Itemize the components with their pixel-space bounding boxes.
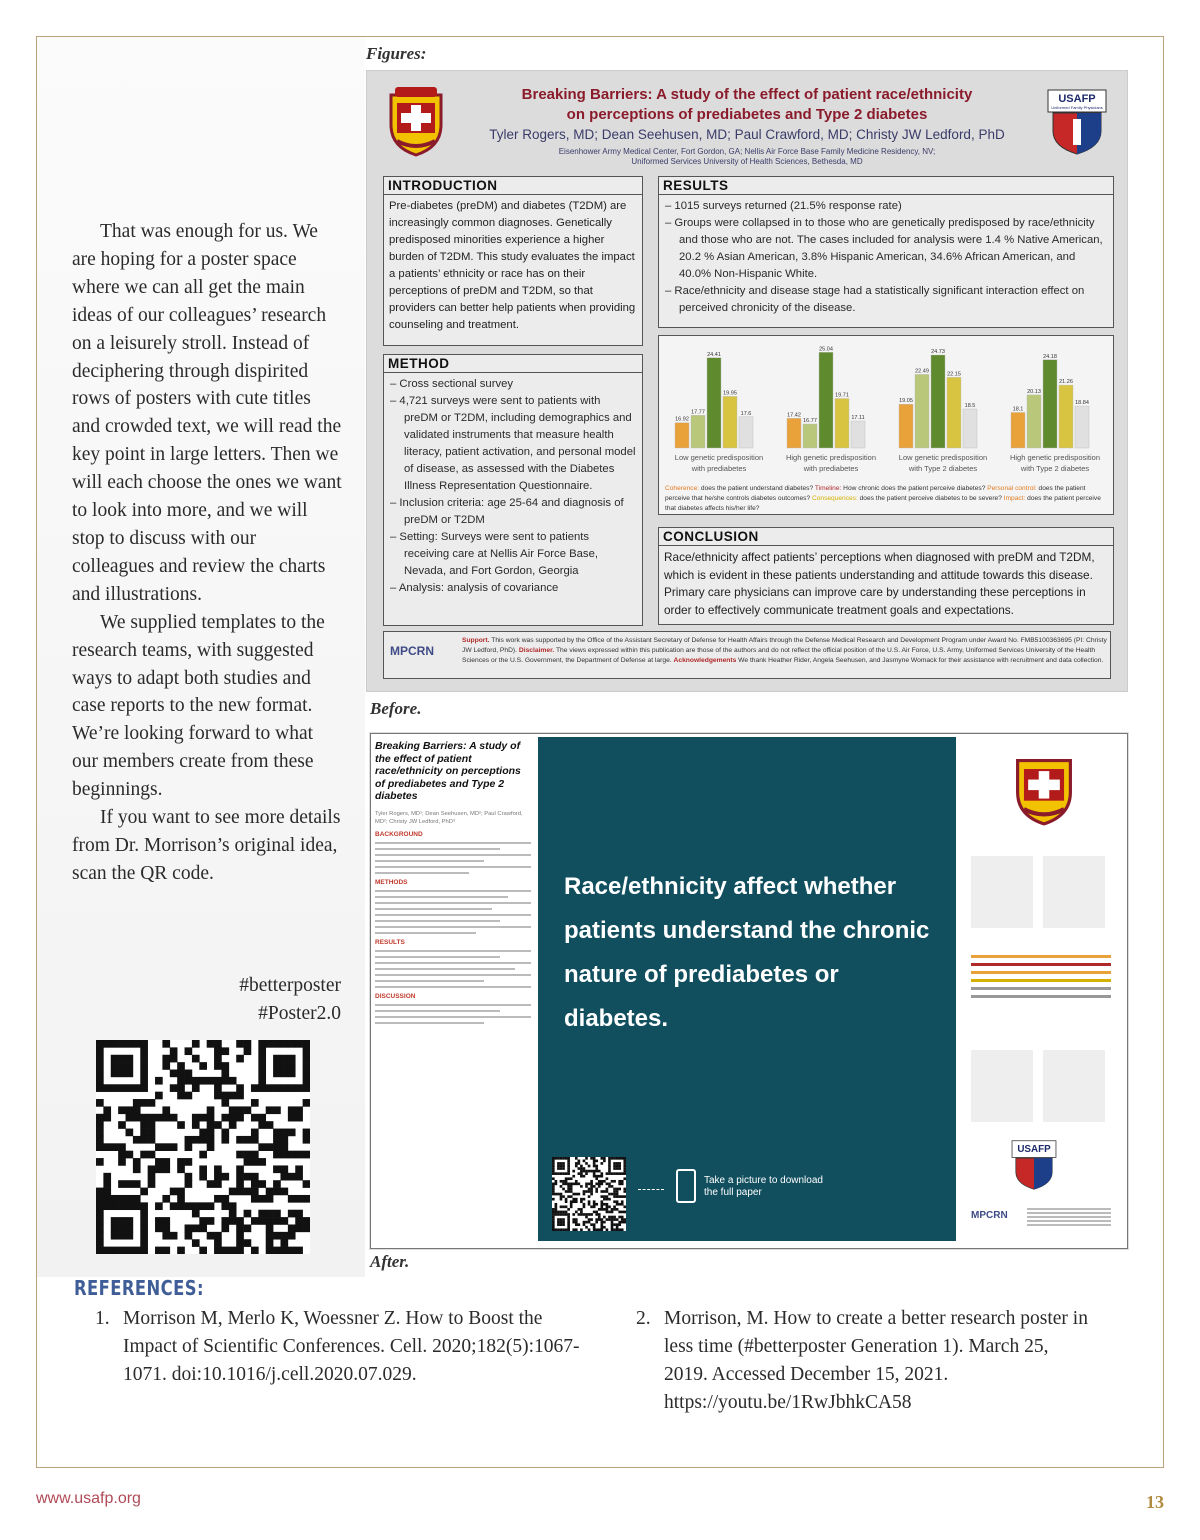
- usafp-shield-icon: [1047, 89, 1107, 159]
- section-heading: METHODS: [375, 879, 408, 887]
- chart-bar: [707, 358, 721, 448]
- chart-data-label: 16.92: [675, 416, 689, 423]
- mpcrn-logo: MPCRN: [390, 644, 434, 658]
- list-item: – Inclusion criteria: age 25-64 and diagnosis of preDM or T2DM: [390, 495, 637, 529]
- key-message: Race/ethnicity affect whether patients understand the chronic nature of prediabetes or diabetes.: [564, 873, 930, 1032]
- chart-bar: [1075, 406, 1089, 448]
- chart-bar: [723, 396, 737, 448]
- chart-data-label: 22.15: [947, 371, 961, 378]
- chart-bar: [1027, 395, 1041, 448]
- paragraph-2: We supplied templates to the research teams, with suggested ways to adapt both studies and case reports to the new format. We’re looking forward to what our members create from these beginnings.: [72, 611, 325, 801]
- hashtag: #betterposter: [239, 975, 341, 996]
- caption-before: Before.: [370, 699, 422, 718]
- chart-data-label: 24.18: [1043, 353, 1057, 360]
- chart-bar: [1011, 412, 1025, 448]
- chart-data-label: 21.26: [1059, 379, 1073, 386]
- usafp-shield-icon: [1011, 1140, 1057, 1190]
- footer-url[interactable]: www.usafp.org: [36, 1490, 141, 1507]
- paragraph-3: If you want to see more details from Dr. Morrison’s original idea, scan the QR code.: [72, 807, 341, 884]
- section-heading: RESULTS: [375, 939, 405, 947]
- chart-bar: [787, 418, 801, 448]
- chart-bar: [915, 374, 929, 448]
- chart-bar: [1059, 385, 1073, 448]
- paragraph-1: That was enough for us. We are hoping for a poster space where we can all get the main ideas of our colleagues’ research on a leisurely stroll. Instead of deciphering through dispirited rows of posters with cute titles and crowded text, we will read the key point in large letters. Then we will each choose the ones we want to look into more, and we will stop to discuss with our colleagues and review the charts and illustrations.: [72, 221, 342, 605]
- chart-bar: [835, 399, 849, 448]
- chart-data-label: 17.42: [787, 412, 801, 419]
- support-text: Support. This work was supported by the Office of the Assistant Secretary of Defense for Health Affairs through the Defense Medical Research and Development Program under Award No. FMB5100363695 (PI: Christy JW Ledford, PhD). Disclaimer. The views expressed within this publication are those of the authors and do not reflect the official position of the U.S. Air Force, U.S. Army, Uniformed Services University of the Health Sciences or the U.S. Government, the Department of Defense at large. Acknowledgements We thank Heather Rider, Angela Seehusen, and Jasmyne Womack for their assistance with recruitment and data collection.: [462, 637, 1107, 664]
- mini-chart-thumbnail: [971, 856, 1033, 928]
- list-item: – Cross sectional survey: [390, 376, 637, 393]
- chart-data-label: 18.5: [964, 403, 976, 409]
- mpcrn-logo: MPCRN: [971, 1210, 1008, 1221]
- mini-legend: [971, 950, 1111, 1036]
- chart-bar: [931, 355, 945, 448]
- army-medical-crest-icon: [387, 85, 445, 161]
- poster-title: Breaking Barriers: A study of the effect of patient race/ethnicity on perceptions of prediabetes and Type 2 diabetes: [521, 86, 973, 123]
- reference-item: 2. Morrison, M. How to create a better research poster in less time (#betterposter Generation 1). March 25, 2019. Accessed December 15, 2021. https://youtu.be/1RwJbhkCA58: [636, 1308, 1088, 1413]
- poster-after-left-column: [375, 740, 531, 1240]
- poster-after-authors: Tyler Rogers, MD¹; Dean Seehusen, MD²; Paul Crawford, MD²; Christy JW Ledford, PhD³: [375, 810, 523, 825]
- chart-bar: [739, 417, 753, 448]
- chart-category-label: Low genetic predisposition: [674, 453, 764, 462]
- mini-chart-thumbnail: [1043, 1050, 1105, 1122]
- take-picture-text: Take a picture to download the full paper: [704, 1175, 823, 1198]
- chart-bar: [691, 415, 705, 448]
- chart-data-label: 19.05: [899, 398, 913, 405]
- chart-data-label: 24.41: [707, 351, 721, 358]
- mini-chart-thumbnail: [1043, 856, 1105, 928]
- introduction-box: INTRODUCTION Pre-diabetes (preDM) and diabetes (T2DM) are increasingly common diagnoses. Genetically predisposed minorities experience a higher burden of T2DM. This study evaluates the impact a patients’ ethnicity or race has on their perceptions of preDM and T2DM, so that providers can better help patients when providing counseling and treatment.: [383, 176, 643, 346]
- poster-before: [366, 70, 1128, 692]
- chart-data-label: 18.1: [1012, 406, 1024, 413]
- chart-data-label: 17.11: [851, 415, 865, 422]
- chart-data-label: 17.77: [691, 409, 705, 416]
- chart-bar: [963, 409, 977, 448]
- list-item: – Groups were collapsed in to those who are genetically predisposed by race/ethnicity and those who are not. The cases included for analysis were 1.4 % Native American, 20.2 % Asian American, 3.8% Hispanic American, 34.6% African American, and 40.0% Non-Hispanic White.: [665, 215, 1108, 283]
- chart-category-label: Low genetic predisposition: [898, 453, 988, 462]
- chart-category-label: with Type 2 diabetes: [908, 464, 978, 473]
- support-text-lines: [1027, 1206, 1111, 1228]
- poster-affiliations: Eisenhower Army Medical Center, Fort Gordon, GA; Nellis Air Force Base Family Medicine Residency, NV; Uniformed Services University of Health Sciences, Bethesda, MD: [558, 147, 936, 166]
- hashtag: #Poster2.0: [258, 1003, 341, 1024]
- chart-data-label: 16.77: [803, 417, 817, 424]
- list-item: – 1015 surveys returned (21.5% response rate): [665, 198, 1108, 215]
- chart-data-label: 19.95: [723, 390, 737, 397]
- chart-data-label: 22.49: [915, 368, 929, 375]
- chart-data-label: 25.04: [819, 346, 833, 353]
- chart-bar: [675, 423, 689, 448]
- caption-figures: Figures:: [366, 44, 427, 63]
- list-item: – Setting: Surveys were sent to patients receiving care at Nellis Air Force Base, Nevada, and Fort Gordon, Georgia: [390, 529, 637, 580]
- chart-data-label: 17.6: [740, 410, 752, 417]
- poster-after: [370, 733, 1128, 1249]
- poster-authors: Tyler Rogers, MD; Dean Seehusen, MD; Paul Crawford, MD; Christy JW Ledford, PhD: [489, 127, 1005, 142]
- chart-category-label: with Type 2 diabetes: [1020, 464, 1090, 473]
- results-chart: [658, 335, 1114, 515]
- page-number: 13: [1146, 1492, 1164, 1512]
- qr-code-small[interactable]: [552, 1157, 626, 1231]
- key-message-panel: [538, 737, 956, 1241]
- list-item: – 4,721 surveys were sent to patients with preDM or T2DM, including demographics and validated instruments that measure health literacy, patient activation, and personal model of disease, as assessed with the Diabetes Illness Representation Questionnaire.: [390, 393, 637, 495]
- hashtags: [200, 972, 341, 1028]
- chart-category-label: with prediabetes: [691, 464, 747, 473]
- poster-after-right-column: [961, 740, 1121, 1240]
- mini-chart-thumbnail: [971, 1050, 1033, 1122]
- chart-legend: Coherence: does the patient understand diabetes? Timeline: How chronic does the patient perceive diabetes? Personal control: does the patient perceive that he/she controls diabetes outcomes? Consequences: does the patient perceive diabetes to be severe? Impact: does the patient perceive that diabetes affects his/her life?: [665, 485, 1101, 512]
- phone-icon: [676, 1169, 696, 1203]
- reference-item: 1. Morrison M, Merlo K, Woessner Z. How to Boost the Impact of Scientific Conferences. Cell. 2020;182(5):1067-1071. doi:10.1016/j.cell.2020.07.029.: [95, 1308, 580, 1385]
- results-box: RESULTS – 1015 surveys returned (21.5% response rate) – Groups were collapsed in to those who are genetically predisposed by race/ethnicity and those who are not. The cases included for analysis were 1.4 % Native American, 20.2 % Asian American, 3.8% Hispanic American, 34.6% African American, and 40.0% Non-Hispanic White. – Race/ethnicity and disease stage had a statistically significant interaction effect on perceived chronicity of the disease.: [658, 176, 1114, 328]
- chart-bar: [1043, 360, 1057, 448]
- section-heading: BACKGROUND: [375, 831, 423, 839]
- chart-bar: [803, 424, 817, 448]
- chart-data-label: 19.71: [835, 392, 849, 399]
- svg-text:USAFP: USAFP: [1017, 1144, 1051, 1156]
- chart-bar: [819, 352, 833, 448]
- section-heading: DISCUSSION: [375, 993, 416, 1001]
- list-item: – Race/ethnicity and disease stage had a statistically significant interaction effect on perceived chronicity of the disease.: [665, 283, 1108, 317]
- svg-text:Uniformed Family Physicians: Uniformed Family Physicians: [1051, 105, 1103, 110]
- chart-data-label: 20.13: [1027, 388, 1041, 395]
- chart-data-label: 24.73: [931, 349, 945, 356]
- arrow-line: [638, 1189, 664, 1191]
- list-item: – Analysis: analysis of covariance: [390, 580, 637, 597]
- poster-after-title: Breaking Barriers: A study of the effect of patient race/ethnicity on perceptions of prediabetes and Type 2 diabetes: [375, 740, 521, 803]
- conclusion-box: CONCLUSION Race/ethnicity affect patients’ perceptions when diagnosed with preDM and T2DM, which is evident in these patients understanding and attitude towards this disease. Primary care physicians can improve care by understanding these perceptions in order to effectively communicate treatment goals and expectations.: [658, 527, 1114, 625]
- chart-data-label: 18.84: [1075, 400, 1089, 407]
- caption-after: After.: [370, 1252, 410, 1271]
- chart-bar: [899, 404, 913, 448]
- support-box: [383, 631, 1111, 679]
- chart-category-label: High genetic predisposition: [1009, 453, 1101, 462]
- chart-category-label: High genetic predisposition: [785, 453, 877, 462]
- qr-code[interactable]: [96, 1040, 310, 1254]
- method-box: METHOD – Cross sectional survey – 4,721 surveys were sent to patients with preDM or T2DM, including demographics and validated instruments that measure health literacy, patient activation, and personal model of disease, as assessed with the Diabetes Illness Representation Questionnaire. – Inclusion criteria: age 25-64 and diagnosis of preDM or T2DM – Setting: Surveys were sent to patients receiving care at Nellis Air Force Base, Nevada, and Fort Gordon, Georgia – Analysis: analysis of covariance: [383, 354, 643, 626]
- chart-bar: [947, 377, 961, 448]
- chart-bar: [851, 421, 865, 448]
- sidebar-text: [72, 218, 342, 888]
- svg-text:USAFP: USAFP: [1058, 93, 1096, 105]
- army-medical-crest-icon: [1013, 750, 1075, 830]
- references-heading: REFERENCES:: [74, 1276, 204, 1300]
- chart-category-label: with prediabetes: [803, 464, 859, 473]
